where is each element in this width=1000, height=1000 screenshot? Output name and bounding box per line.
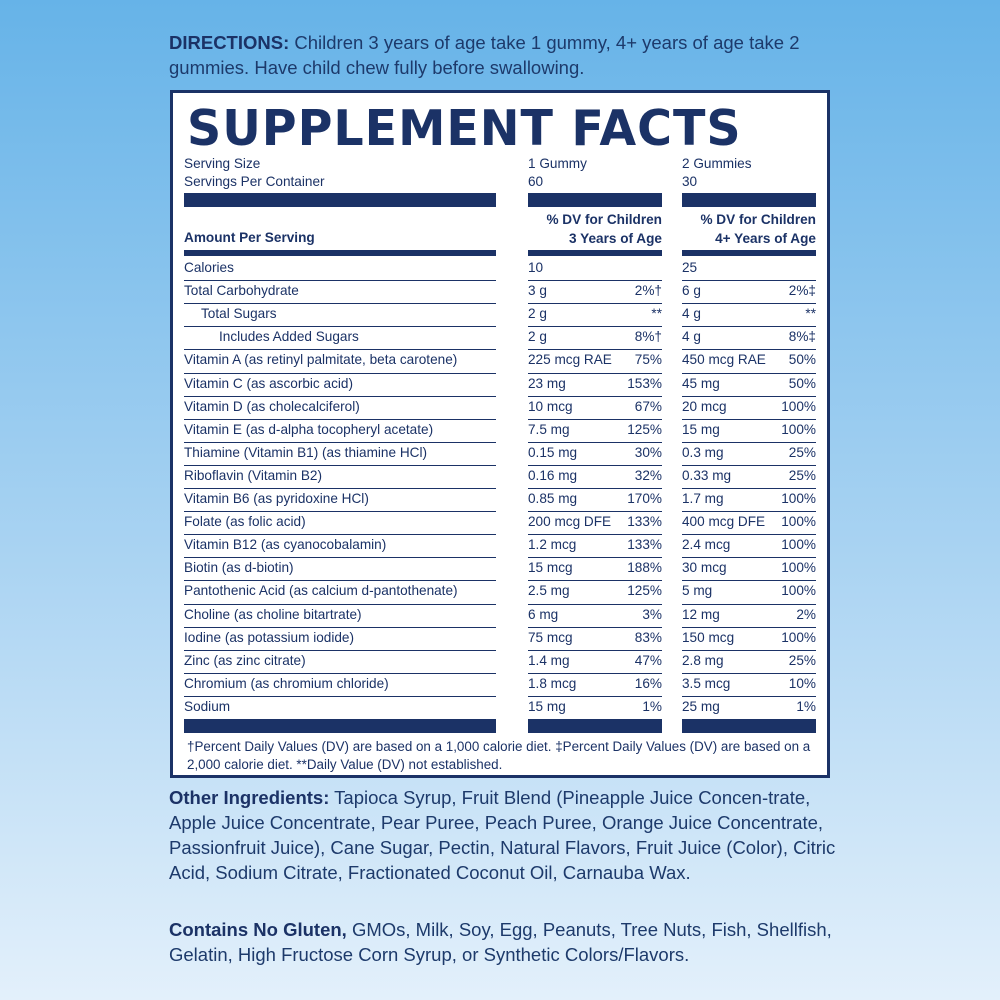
col2-amount: 150 mcg — [682, 629, 735, 645]
nutrient-name: Sodium — [184, 698, 231, 714]
row-divider — [184, 580, 496, 581]
col1-amount: 10 — [528, 260, 544, 275]
col1-dv: 133% — [627, 537, 662, 553]
row-divider — [682, 303, 816, 304]
row-divider — [184, 673, 496, 674]
row-divider — [528, 557, 662, 558]
supplement-facts-panel — [170, 90, 830, 778]
col1-dv: 188% — [627, 560, 662, 576]
col2-amount: 2.4 mcg — [682, 537, 731, 553]
row-divider — [682, 326, 816, 327]
row-divider — [184, 419, 496, 420]
serving-size-label: Serving Size — [184, 156, 261, 171]
col1-dv: 3% — [642, 606, 662, 622]
col1-amount: 6 mg — [528, 606, 559, 622]
col1-dv: 75% — [634, 352, 662, 368]
col1-dv: 67% — [634, 398, 662, 414]
col1-amount: 2.5 mg — [528, 583, 570, 599]
row-divider — [184, 373, 496, 374]
divider-thick-bottom-col2 — [682, 719, 816, 733]
row-divider — [528, 534, 662, 535]
row-divider — [682, 511, 816, 512]
row-divider — [528, 580, 662, 581]
row-divider — [682, 627, 816, 628]
row-divider — [682, 696, 816, 697]
nutrient-name: Riboflavin (Vitamin B2) — [184, 467, 323, 483]
contains-no-label: Contains No Gluten, — [169, 919, 347, 940]
col1-amount: 2 g — [528, 306, 547, 322]
row-divider — [682, 442, 816, 443]
col1-dv: 1% — [642, 698, 662, 714]
row-divider — [528, 396, 662, 397]
col1-dv: 30% — [634, 444, 662, 460]
col2-amount: 4 g — [682, 306, 701, 322]
col2-dv: 8%‡ — [788, 329, 816, 345]
col2-serving-size: 2 Gummies — [682, 156, 752, 171]
divider-thick-top-col2 — [682, 193, 816, 207]
nutrient-name: Vitamin A (as retinyl palmitate, beta carotene) — [184, 352, 458, 368]
col2-amount: 6 g — [682, 283, 701, 299]
col1-dv: 16% — [634, 675, 662, 691]
row-divider — [528, 373, 662, 374]
row-divider — [682, 373, 816, 374]
row-divider — [528, 326, 662, 327]
col1-servings: 60 — [528, 174, 544, 189]
col1-dv: ** — [651, 306, 662, 322]
col1-dv: 170% — [627, 491, 662, 506]
row-divider — [682, 280, 816, 281]
col1-amount: 0.85 mg — [528, 491, 578, 506]
col2-amount: 450 mcg RAE — [682, 352, 766, 368]
row-divider — [184, 696, 496, 697]
row-divider — [682, 488, 816, 489]
col1-amount: 0.15 mg — [528, 444, 578, 460]
contains-no-text: GMOs, Milk, Soy, Egg, Peanuts, Tree Nuts, Fish, Shellfish, Gelatin, High Fructose Corn Syrup, or Synthetic Colors/Flavors. — [169, 919, 832, 965]
col1-header-line1: % DV for Children — [546, 212, 662, 227]
row-divider — [528, 465, 662, 466]
col2-dv: 100% — [781, 583, 816, 599]
row-divider — [184, 442, 496, 443]
col1-dv: 47% — [634, 652, 662, 668]
row-divider — [682, 396, 816, 397]
row-divider — [682, 349, 816, 350]
col2-dv: 100% — [781, 421, 816, 437]
nutrient-name: Chromium (as chromium chloride) — [184, 675, 389, 691]
row-divider — [528, 650, 662, 651]
nutrient-name: Total Carbohydrate — [184, 283, 299, 299]
col2-dv: 100% — [781, 629, 816, 645]
col1-amount: 75 mcg — [528, 629, 573, 645]
col2-amount: 20 mcg — [682, 398, 727, 414]
col1-dv: 32% — [634, 467, 662, 483]
row-divider — [528, 280, 662, 281]
row-divider — [184, 511, 496, 512]
col2-dv: 100% — [781, 398, 816, 414]
directions-label: DIRECTIONS: — [169, 32, 290, 53]
col2-dv: ** — [805, 306, 816, 322]
divider-header-name — [184, 250, 496, 256]
row-divider — [184, 604, 496, 605]
col2-dv: 50% — [788, 352, 816, 368]
row-divider — [528, 696, 662, 697]
divider-header-col1 — [528, 250, 662, 256]
nutrient-name: Vitamin C (as ascorbic acid) — [184, 375, 353, 391]
nutrient-name: Iodine (as potassium iodide) — [184, 629, 355, 645]
col1-amount: 15 mcg — [528, 560, 573, 576]
row-divider — [682, 419, 816, 420]
col1-header-line2: 3 Years of Age — [569, 231, 662, 246]
col1-dv: 2%† — [634, 283, 662, 299]
divider-thick-bottom-name — [184, 719, 496, 733]
col2-dv: 25% — [788, 467, 816, 483]
divider-thick-top-col1 — [528, 193, 662, 207]
row-divider — [528, 627, 662, 628]
nutrient-name: Biotin (as d-biotin) — [184, 560, 294, 576]
col1-amount: 23 mg — [528, 375, 566, 391]
col2-dv: 25% — [788, 444, 816, 460]
col2-dv: 10% — [788, 675, 816, 691]
col1-dv: 125% — [627, 421, 662, 437]
col2-dv: 100% — [781, 491, 816, 506]
row-divider — [184, 303, 496, 304]
divider-thick-top-name — [184, 193, 496, 207]
col2-amount: 3.5 mcg — [682, 675, 731, 691]
panel-title: SUPPLEMENT FACTS — [187, 100, 742, 157]
col2-amount: 0.33 mg — [682, 467, 732, 483]
col1-amount: 3 g — [528, 283, 547, 299]
row-divider — [184, 534, 496, 535]
col2-amount: 15 mg — [682, 421, 720, 437]
col2-amount: 25 mg — [682, 698, 720, 714]
nutrient-name: Zinc (as zinc citrate) — [184, 652, 306, 668]
nutrient-name: Calories — [184, 260, 234, 275]
nutrient-name: Folate (as folic acid) — [184, 514, 306, 530]
col2-amount: 30 mcg — [682, 560, 727, 576]
row-divider — [682, 673, 816, 674]
col2-amount: 1.7 mg — [682, 491, 724, 506]
row-divider — [682, 465, 816, 466]
footnote: †Percent Daily Values (DV) are based on a 1,000 calorie diet. ‡Percent Daily Values (DV) are based on a 2,000 calorie diet. **Daily Value (DV) not established. — [187, 739, 811, 772]
col2-dv: 2% — [796, 606, 816, 622]
col1-amount: 1.4 mg — [528, 652, 570, 668]
row-divider — [682, 604, 816, 605]
row-divider — [682, 534, 816, 535]
row-divider — [184, 326, 496, 327]
divider-header-col2 — [682, 250, 816, 256]
row-divider — [528, 604, 662, 605]
nutrient-name: Includes Added Sugars — [219, 329, 359, 345]
row-divider — [528, 303, 662, 304]
nutrient-name: Vitamin D (as cholecalciferol) — [184, 398, 360, 414]
col2-amount: 4 g — [682, 329, 701, 345]
contains-no — [169, 917, 839, 967]
row-divider — [184, 627, 496, 628]
row-divider — [682, 650, 816, 651]
nutrient-name: Vitamin B12 (as cyanocobalamin) — [184, 537, 387, 553]
col1-amount: 1.2 mcg — [528, 537, 577, 553]
row-divider — [184, 488, 496, 489]
col2-amount: 5 mg — [682, 583, 713, 599]
row-divider — [184, 650, 496, 651]
col2-header-line2: 4+ Years of Age — [715, 231, 816, 246]
row-divider — [184, 465, 496, 466]
row-divider — [184, 280, 496, 281]
nutrient-name: Thiamine (Vitamin B1) (as thiamine HCl) — [184, 444, 428, 460]
col2-dv: 100% — [781, 560, 816, 576]
row-divider — [528, 419, 662, 420]
row-divider — [528, 442, 662, 443]
nutrient-name: Vitamin E (as d-alpha tocopheryl acetate) — [184, 421, 434, 437]
col1-dv: 153% — [627, 375, 662, 391]
other-ingredients-label: Other Ingredients: — [169, 787, 330, 808]
col1-serving-size: 1 Gummy — [528, 156, 587, 171]
col2-dv: 25% — [788, 652, 816, 668]
nutrient-name: Pantothenic Acid (as calcium d-pantothenate) — [184, 583, 458, 599]
col1-dv: 125% — [627, 583, 662, 599]
col2-amount: 45 mg — [682, 375, 720, 391]
nutrient-name: Total Sugars — [201, 306, 277, 322]
row-divider — [528, 511, 662, 512]
col1-amount: 0.16 mg — [528, 467, 578, 483]
servings-per-container-label: Servings Per Container — [184, 174, 325, 189]
col2-amount: 25 — [682, 260, 698, 275]
directions-body: Children 3 years of age take 1 gummy, 4+ years of age take 2 gummies. Have child chew fully before swallowing. — [169, 32, 800, 78]
other-ingredients — [169, 785, 839, 885]
divider-thick-bottom-col1 — [528, 719, 662, 733]
col1-amount: 225 mcg RAE — [528, 352, 612, 368]
nutrient-name: Vitamin B6 (as pyridoxine HCl) — [184, 491, 369, 506]
col1-amount: 1.8 mcg — [528, 675, 577, 691]
col1-amount: 2 g — [528, 329, 547, 345]
row-divider — [528, 349, 662, 350]
row-divider — [184, 396, 496, 397]
col2-dv: 50% — [788, 375, 816, 391]
col2-servings: 30 — [682, 174, 698, 189]
col1-dv: 83% — [634, 629, 662, 645]
col2-dv: 2%‡ — [788, 283, 816, 299]
col2-amount: 0.3 mg — [682, 444, 724, 460]
nutrient-name: Choline (as choline bitartrate) — [184, 606, 362, 622]
directions-text — [169, 30, 849, 80]
col1-amount: 200 mcg DFE — [528, 514, 612, 530]
col2-amount: 400 mcg DFE — [682, 514, 766, 530]
col1-dv: 133% — [627, 514, 662, 530]
col1-amount: 10 mcg — [528, 398, 573, 414]
col1-amount: 15 mg — [528, 698, 566, 714]
row-divider — [682, 580, 816, 581]
row-divider — [184, 349, 496, 350]
other-ingredients-text: Tapioca Syrup, Fruit Blend (Pineapple Juice Concen-trate, Apple Juice Concentrate, Pear Puree, Peach Puree, Orange Juice Concentrate, Passionfruit Juice), Cane Sugar, Pectin, Natural Flavors, Fruit Juice (Color), Citric Acid, Sodium Citrate, Fractionated Coconut Oil, Carnauba Wax. — [169, 787, 836, 883]
col2-dv: 100% — [781, 514, 816, 530]
col1-dv: 8%† — [634, 329, 662, 345]
col2-header-line1: % DV for Children — [700, 212, 816, 227]
col2-dv: 100% — [781, 537, 816, 553]
amount-per-serving-header: Amount Per Serving — [184, 230, 315, 245]
row-divider — [528, 488, 662, 489]
col2-amount: 12 mg — [682, 606, 720, 622]
col2-dv: 1% — [796, 698, 816, 714]
row-divider — [528, 673, 662, 674]
row-divider — [682, 557, 816, 558]
col2-amount: 2.8 mg — [682, 652, 724, 668]
col1-amount: 7.5 mg — [528, 421, 570, 437]
row-divider — [184, 557, 496, 558]
